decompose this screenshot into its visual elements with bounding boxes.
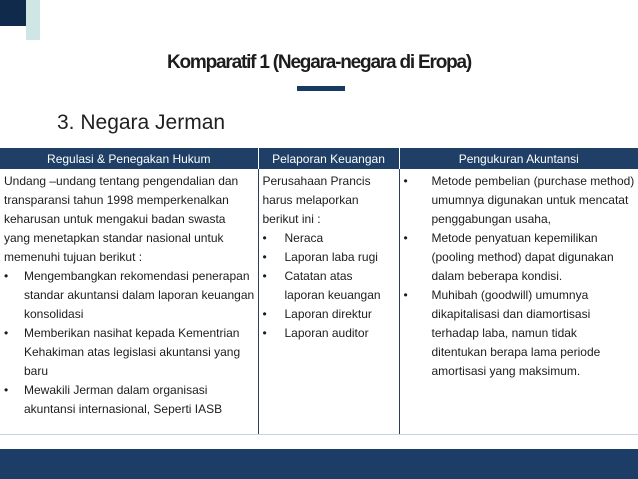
- table-header-row: [0, 148, 638, 169]
- regulation-list: [4, 267, 255, 419]
- list-item: • Laporan auditor: [263, 324, 396, 343]
- comparison-table: [0, 148, 638, 433]
- list-item: • Mengembangkan rekomendasi penerapan standar akuntansi dalam laporan keuangan konsolidasi: [4, 267, 255, 324]
- corner-decoration-teal: [26, 0, 40, 40]
- list-item: • Metode penyatuan kepemilikan (pooling method) dapat digunakan dalam beberapa kondisi.: [404, 229, 636, 286]
- list-item: • Memberikan nasihat kepada Kementrian Kehakiman atas legislasi akuntansi yang baru: [4, 324, 255, 381]
- list-item: • Metode pembelian (purchase method) umumnya digunakan untuk mencatat penggabungan usaha,: [404, 172, 636, 229]
- list-item: • Laporan direktur: [263, 305, 396, 324]
- list-item: • Laporan laba rugi: [263, 248, 396, 267]
- reporting-intro: Perusahaan Prancis harus melaporkan berikut ini :: [262, 174, 371, 226]
- list-item: • Mewakili Jerman dalam organisasi akuntansi internasional, Seperti IASB: [4, 381, 255, 419]
- list-item: • Neraca: [263, 229, 396, 248]
- corner-decoration-dark: [0, 0, 26, 26]
- footer-bar: [0, 449, 638, 479]
- slide-title: Komparatif 1 (Negara-negara di Eropa): [166, 52, 471, 73]
- list-item: • Muhibah (goodwill) umumnya dikapitalisasi dan diamortisasi terhadap laba, namun tidak ditentukan berapa lama periode amortisasi yang maksimum.: [404, 286, 636, 381]
- header-financial-reporting: Pelaporan Keuangan: [258, 148, 399, 169]
- header-accounting-measurement: Pengukuran Akuntansi: [399, 148, 638, 169]
- cell-accounting-measurement: [399, 169, 638, 435]
- cell-financial-reporting: [258, 169, 399, 435]
- cell-regulation: [0, 169, 258, 435]
- table-row: [0, 169, 638, 435]
- slide-subtitle: 3. Negara Jerman: [57, 111, 226, 134]
- measurement-list: [404, 172, 636, 381]
- reporting-list: [263, 229, 396, 343]
- header-regulation: Regulasi & Penegakan Hukum: [0, 148, 258, 169]
- title-underline: [297, 86, 345, 91]
- list-item: • Catatan atas laporan keuangan: [263, 267, 396, 305]
- regulation-intro: Undang –undang tentang pengendalian dan transparansi tahun 1998 memperkenalkan keharusan untuk mengakui badan swasta yang menetapkan standar nasional untuk memenuhi tujuan berikut :: [4, 174, 239, 264]
